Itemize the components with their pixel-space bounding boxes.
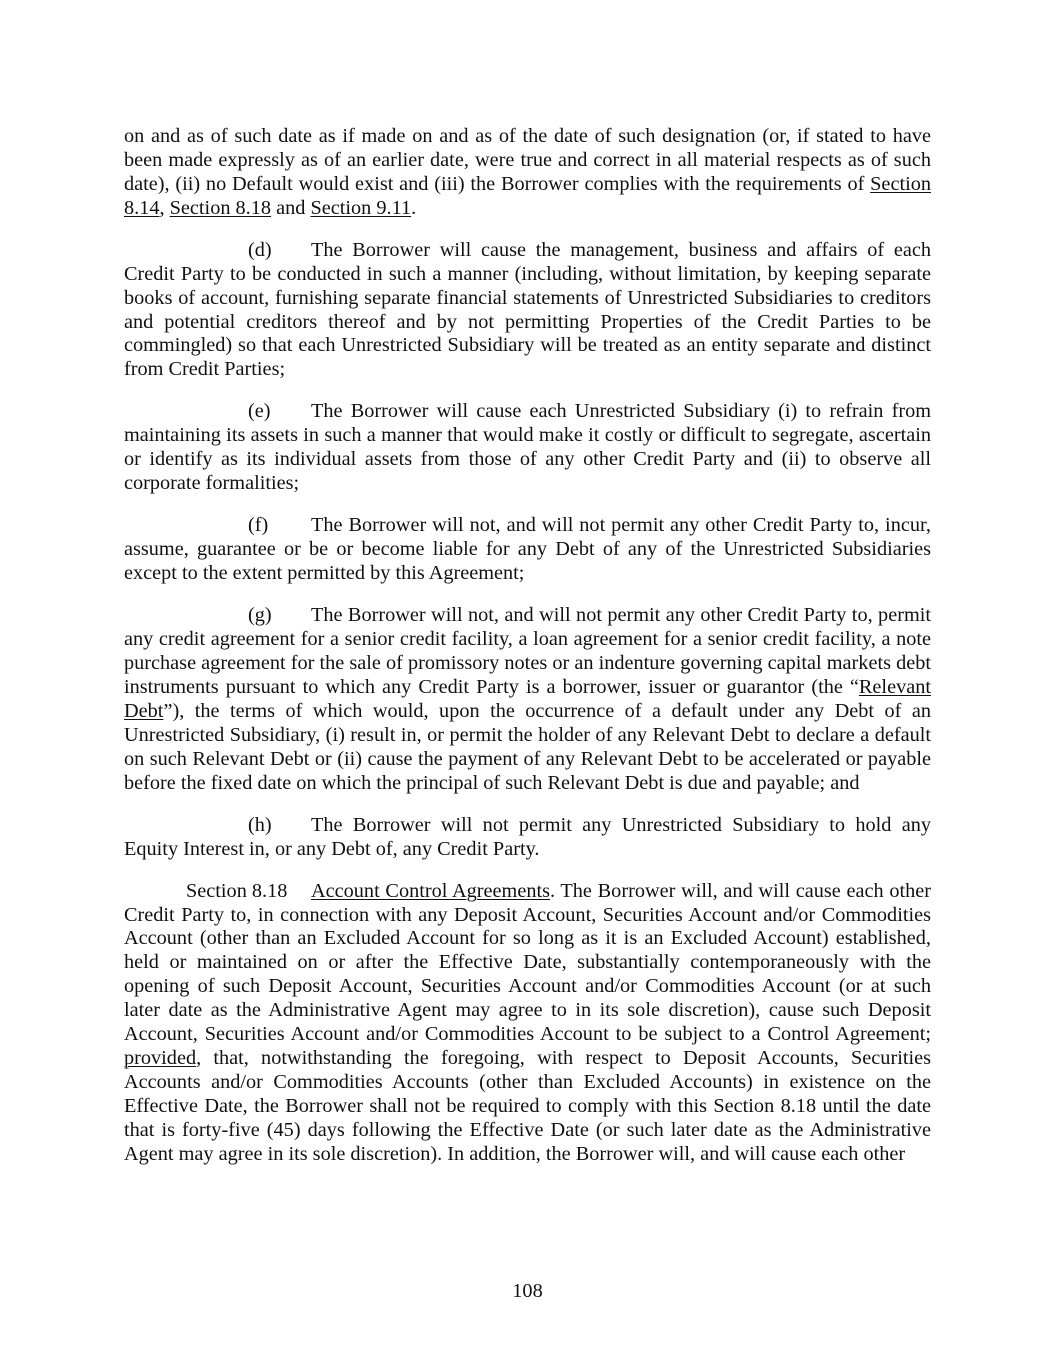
underlined-reference: Account Control Agreements [311, 879, 550, 902]
text-run: , that, notwithstanding the foregoing, with respect to Deposit Accounts, Securities Accounts and/or Commodities Accounts (other than Excluded Accounts) in existence on the Effective Date, the Borrower shall not be required to comply with this Section 8.18 until the date that is forty-five (45) days following the Effective Date (or such later date as the Administrative Agent may agree in its sole discretion). In addition, the Borrower will, and will cause each other [124, 1046, 931, 1165]
text-run: The Borrower will cause each Unrestricted Subsidiary (i) to refrain from maintaining its assets in such a manner that would make it costly or difficult to segregate, ascertain or identify as its individual assets from those of any other Credit Party and (ii) to observe all corporate formalities; [124, 400, 931, 495]
text-run: The Borrower will not permit any Unrestricted Subsidiary to hold any Equity Interest in, or any Debt of, any Credit Party. [124, 813, 931, 860]
underlined-reference: Relevant Debt [124, 675, 931, 722]
underlined-reference: Section 8.18 [169, 196, 272, 219]
paragraph-e [124, 400, 931, 496]
underlined-reference: provided [124, 1046, 197, 1069]
text-run: . The Borrower will, and will cause each other Credit Party to, in connection with any Deposit Account, Securities Account and/or Commodities Account (other than an Excluded Account for so long as it is an Excluded Account) established, held or maintained on or after the Effective Date, substantially contemporaneously with the opening of such Deposit Account, Securities Account and/or Commodities Account (or at such later date as the Administrative Agent may agree to in its sole discretion), cause such Deposit Account, Securities Account and/or Commodities Account to be subject to a Control Agreement; [124, 879, 931, 1046]
underlined-reference: Section 9.11 [310, 196, 412, 219]
text-run: , [159, 196, 170, 219]
text-run: The Borrower will cause the management, business and affairs of each Credit Party to be conducted in such a manner (including, without limitation, by keeping separate books of account, furnishing separate financial statements of Unrestricted Subsidiaries to creditors and potential creditors thereof and by not permitting Properties of the Credit Parties to be commingled) so that each Unrestricted Subsidiary will be treated as an entity separate and distinct from Credit Parties; [124, 238, 931, 381]
text-run: The Borrower will not, and will not permit any other Credit Party to, permit any credit agreement for a senior credit facility, a loan agreement for a senior credit facility, a note purchase agreement for the sale of promissory notes or an indenture governing capital markets debt instruments pursuant to which any Credit Party is a borrower, issuer or guarantor (the “ [124, 604, 931, 698]
text-run: on and as of such date as if made on and as of the date of such designation (or, if stated to have been made expressly as of an earlier date, were true and correct in all material respects as of such date), (ii) no Default would exist and (iii) the Borrower complies with the requirements of [124, 125, 931, 195]
text-run: and [271, 196, 311, 219]
paragraph-g [124, 604, 931, 795]
paragraph-h [124, 814, 931, 862]
underlined-reference: Section 8.14 [124, 172, 931, 219]
paragraph-label: (h) [248, 813, 272, 836]
paragraph-continued [124, 125, 931, 221]
paragraph-label: (e) [248, 400, 271, 423]
paragraph-f [124, 514, 931, 586]
page-number: 108 [512, 1280, 543, 1302]
paragraph-label: (d) [248, 238, 272, 261]
paragraph-d [124, 239, 931, 382]
paragraph-label: (g) [248, 604, 272, 627]
text-run: The Borrower will not, and will not permit any other Credit Party to, incur, assume, guarantee or be or become liable for any Debt of any of the Unrestricted Subsidiaries except to the extent permitted by this Agreement; [124, 514, 931, 585]
paragraph-label: Section 8.18 [186, 879, 288, 902]
text-run: . [411, 196, 417, 219]
text-run: ”), the terms of which would, upon the occurrence of a default under any Debt of an Unrestricted Subsidiary, (i) result in, or permit the holder of any Relevant Debt to declare a default on such Relevant Debt or (ii) cause the payment of any Relevant Debt to be accelerated or payable before the fixed date on which the principal of such Relevant Debt is due and payable; and [124, 699, 931, 794]
paragraph-section-8-18 [124, 880, 931, 1167]
paragraph-label: (f) [248, 514, 269, 537]
document-body [124, 125, 931, 1185]
